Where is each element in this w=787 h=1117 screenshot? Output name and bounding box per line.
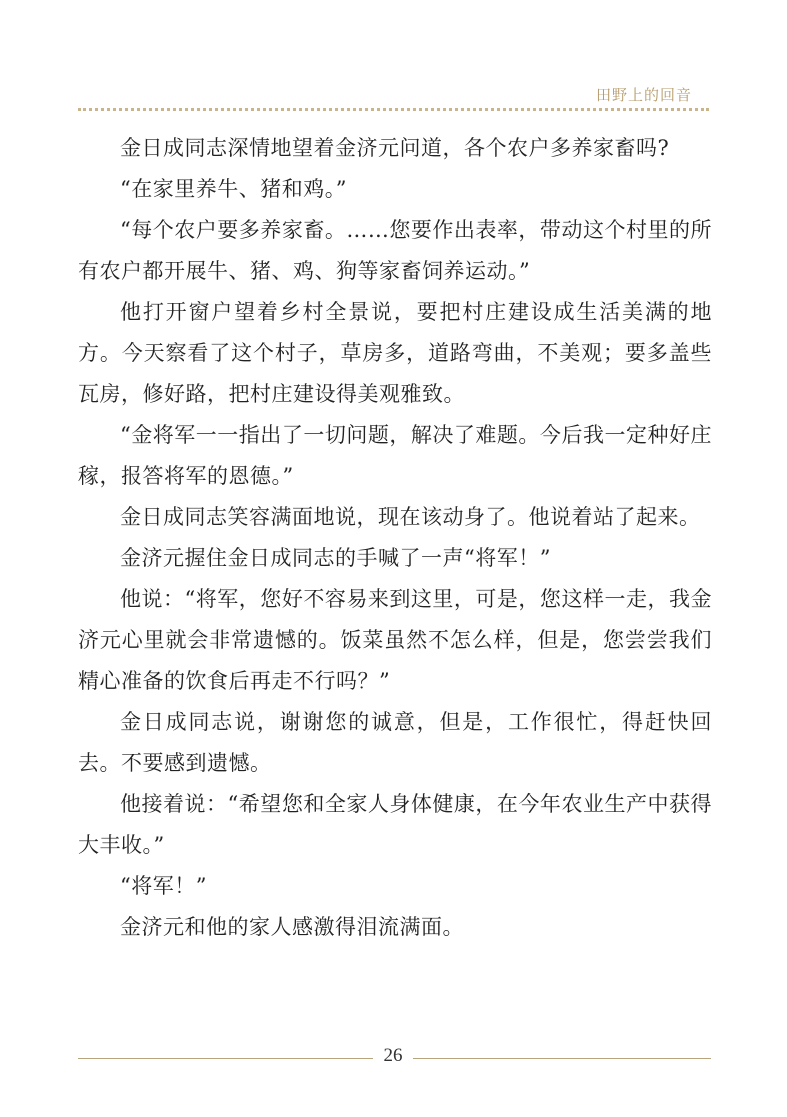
footer-rule-left xyxy=(78,1058,373,1059)
paragraph: 金济元和他的家人感激得泪流满面。 xyxy=(120,915,464,939)
paragraph: 他接着说：“希望您和全家人身体健康，在今年农业生产中获得大丰收。” xyxy=(78,792,712,857)
paragraph: “金将军一一指出了一切问题，解决了难题。今后我一定种好庄稼，报答将军的恩德。” xyxy=(78,423,712,488)
paragraph: 金日成同志说，谢谢您的诚意，但是，工作很忙，得赶快回去。不要感到遗憾。 xyxy=(78,710,712,775)
footer-rule-right xyxy=(413,1058,711,1059)
paragraph: 金济元握住金日成同志的手喊了一声“将军！” xyxy=(120,546,551,570)
paragraph: 金日成同志深情地望着金济元问道，各个农户多养家畜吗? xyxy=(120,136,670,160)
paragraph: “将军！” xyxy=(120,874,207,898)
running-header-title: 田野上的回音 xyxy=(595,86,692,104)
page-number: 26 xyxy=(383,1045,403,1066)
paragraph: 他打开窗户望着乡村全景说，要把村庄建设成生活美满的地方。今天察看了这个村子，草房多，道路弯曲，不美观；要多盖些瓦房，修好路，把村庄建设得美观雅致。 xyxy=(78,300,712,406)
paragraph: 金日成同志笑容满面地说，现在该动身了。他说着站了起来。 xyxy=(120,505,701,529)
paragraph: 他说：“将军，您好不容易来到这里，可是，您这样一走，我金济元心里就会非常遗憾的。饭菜虽然不怎么样，但是，您尝尝我们精心准备的饮食后再走不行吗？” xyxy=(78,587,712,693)
header-dotted-rule xyxy=(78,108,709,111)
paragraph: “每个农户要多养家畜。……您要作出表率，带动这个村里的所有农户都开展牛、猪、鸡、狗等家畜饲养运动。” xyxy=(78,218,712,283)
body-text xyxy=(78,128,712,948)
paragraph: “在家里养牛、猪和鸡。” xyxy=(120,177,347,201)
